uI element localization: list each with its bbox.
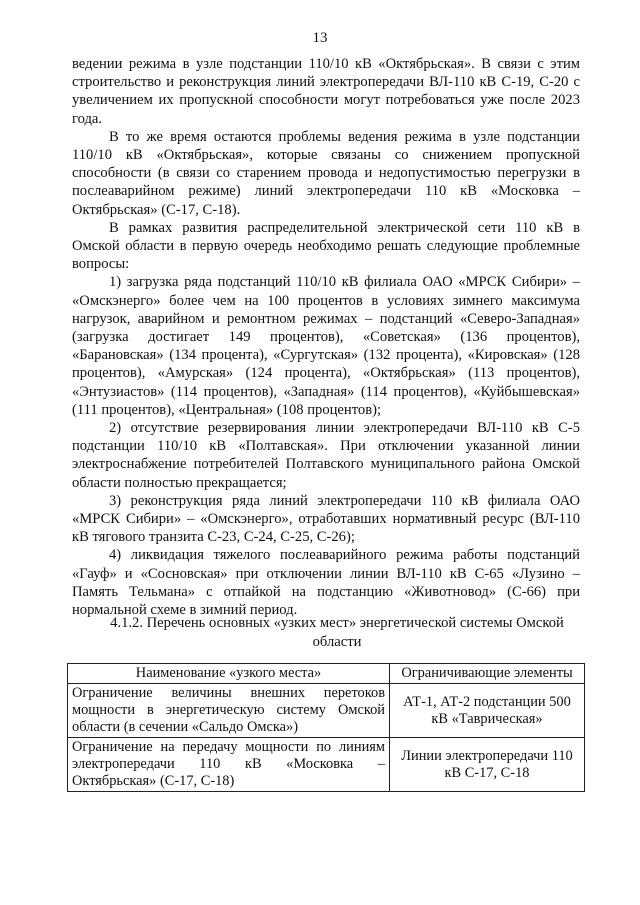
body-text	[72, 55, 580, 619]
table-row	[68, 738, 585, 792]
table-cell-limit: Линии электропередачи 110 кВ С-17, С-18	[390, 738, 585, 792]
list-item-substation-load: 1) загрузка ряда подстанций 110/10 кВ филиала ОАО «МРСК Сибири» – «Омскэнерго» более чем на 100 процентов в условиях зимнего максимума нагрузок, аварийном и ремонтном режимах – подстанций «Северо-Западная» (загрузка достигает 149 процентов), «Советская» (136 процентов), «Барановская» (134 процента), «Сургутская» (132 процента), «Кировская» (128 процентов), «Амурская» (124 процента), «Октябрьская» (113 процентов), «Энтузиастов» (114 процентов), «Западная» (114 процентов), «Куйбышевская» (111 процентов), «Центральная» (108 процентов);	[72, 274, 580, 418]
bottlenecks-table	[67, 663, 585, 792]
section-heading: 4.1.2. Перечень основных «узких мест» энергетической системы Омской области	[110, 615, 564, 650]
table-cell-place: Ограничение на передачу мощности по линиям электропередачи 110 кВ «Московка – Октябрьская» (С-17, С-18)	[68, 738, 390, 792]
table-cell-limit: АТ-1, АТ-2 подстанции 500 кВ «Таврическая»	[390, 684, 585, 738]
table-header-limit: Ограничивающие элементы	[390, 664, 585, 684]
paragraph-issues-intro: В рамках развития распределительной электрической сети 110 кВ в Омской области в первую очередь необходимо решать следующие проблемные вопросы:	[72, 219, 580, 273]
paragraph-continuation: ведении режима в узле подстанции 110/10 кВ «Октябрьская». В связи с этим строительство и реконструкция линий электропередачи ВЛ-110 кВ С-19, С-20 с увеличением их пропускной способности могут потребоваться уже после 2023 года.	[72, 56, 580, 127]
table-row	[68, 684, 585, 738]
paragraph-octyabrskaya-problems: В то же время остаются проблемы ведения режима в узле подстанции 110/10 кВ «Октябрьская», которые связаны со снижением пропускной способности (в связи со старением провода и недопустимостью перегрузки в послеаварийном режиме) линий электропередачи 110 кВ «Московка – Октябрьская» (С-17, С-18).	[72, 128, 580, 218]
table-header-row	[68, 664, 585, 684]
list-item-no-reserve: 2) отсутствие резервирования линии электропередачи ВЛ-110 кВ С-5 подстанции 110/10 кВ «Полтавская». При отключении указанной линии электроснабжение потребителей Полтавского муниципального района Омской области полностью прекращается;	[72, 420, 580, 491]
table-header-place: Наименование «узкого места»	[68, 664, 390, 684]
table-cell-place: Ограничение величины внешних перетоков мощности в энергетическую систему Омской области (в сечении «Сальдо Омска»)	[68, 684, 390, 738]
page-number: 13	[312, 30, 328, 46]
list-item-post-emergency: 4) ликвидация тяжелого послеаварийного режима работы подстанций «Гауф» и «Сосновская» при отключении линии ВЛ-110 кВ С-65 «Лузино – Память Тельмана» с отпайкой на подстанцию «Животновод» (С-66) при нормальной схеме в зимний период.	[72, 547, 580, 619]
list-item-reconstruction: 3) реконструкция ряда линий электропередачи 110 кВ филиала ОАО «МРСК Сибири» – «Омскэнерго», отработавших нормативный ресурс (ВЛ-110 кВ тягового транзита С-23, С-24, С-25, С-26);	[72, 492, 580, 546]
